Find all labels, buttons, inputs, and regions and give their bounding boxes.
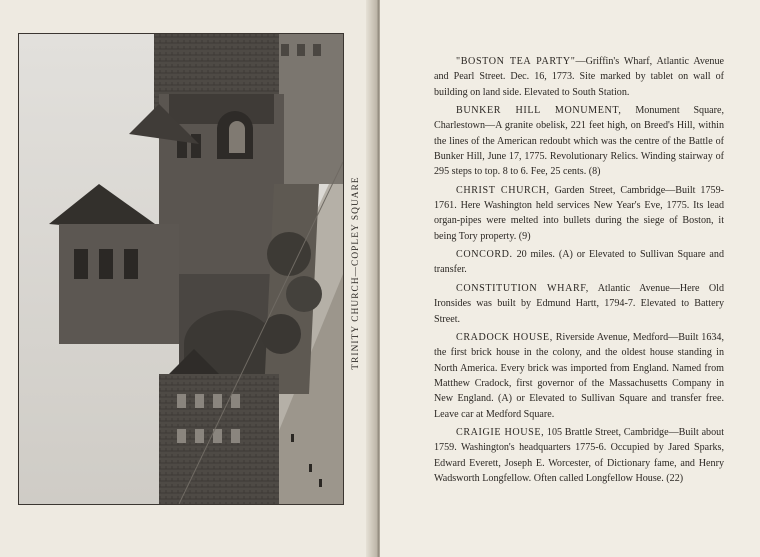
entry-heading: CRADOCK HOUSE, xyxy=(456,331,553,343)
entry-text: Garden Street, Cambridge—Built 1759-1761. Here Washington held services New Year's Eve, 1775. Its lead organ-pipes were melted into bullets during the siege of Boston, it being Tory property. (9) xyxy=(434,184,724,242)
entry-text: 105 Brattle Street, Cambridge—Built about 1759. Washington's headquarters 1775-6. Occupied by Jared Sparks, Edward Everett, Joseph E. Worcester, of Dictionary fame, and Henry Wadsworth Longfellow. Often called Longfellow House. (22) xyxy=(434,426,724,484)
entry-bunker-hill-monument xyxy=(434,103,724,180)
entry-heading: CONCORD. xyxy=(456,249,513,261)
entry-concord xyxy=(434,247,724,278)
trinity-church-photo xyxy=(18,33,344,505)
entry-craigie-house xyxy=(434,425,724,486)
entry-heading: BUNKER HILL MONUMENT, xyxy=(456,105,622,117)
photo-caption xyxy=(349,175,363,370)
entry-text: Monument Square, Charlestown—A granite obelisk, 221 feet high, on Breed's Hill, within the lines of the American redoubt which was the centre of the Battle of Bunker Hill, June 17, 1775. Revolutionary Relics. Winding stairway of 295 steps to top. 8 to 6. Fee, 25 cents. (8) xyxy=(434,105,724,178)
photo-caption-text: TRINITY CHURCH—COPLEY SQUARE xyxy=(351,175,361,370)
entry-text: Atlantic Avenue—Here Old Ironsides was built by Edmund Hartt, 1794-7. Elevated to Battery Street. xyxy=(434,282,724,325)
entry-heading: CHRIST CHURCH, xyxy=(456,184,550,196)
entry-heading: CONSTITUTION WHARF, xyxy=(456,282,589,294)
entry-heading: "BOSTON TEA PARTY" xyxy=(456,56,576,67)
entry-text: —Griffin's Wharf, Atlantic Avenue and Pearl Street. Dec. 16, 1773. Site marked by tablet on wall of building on land side. Elevated to South Station. xyxy=(434,56,724,98)
entry-cradock-house xyxy=(434,330,724,422)
left-page xyxy=(0,0,378,557)
entry-heading: CRAIGIE HOUSE, xyxy=(456,426,545,438)
entry-text: 20 miles. (A) or Elevated to Sullivan Square and transfer. xyxy=(434,249,724,276)
entry-text: Riverside Avenue, Medford—Built 1634, the first brick house in the colony, and the oldest house standing in North America. Every brick was imported from England. Named from Matthew Cradock, first governor of the Massachusetts Company in New England. (A) or Elevated to Sullivan Square and transfer free. Leave car at Medford Square. xyxy=(434,331,725,420)
entry-constitution-wharf xyxy=(434,281,724,327)
entry-christ-church xyxy=(434,183,724,244)
church-illustration xyxy=(19,34,343,504)
landmark-entries xyxy=(434,54,724,489)
entry-boston-tea-party xyxy=(434,54,724,100)
